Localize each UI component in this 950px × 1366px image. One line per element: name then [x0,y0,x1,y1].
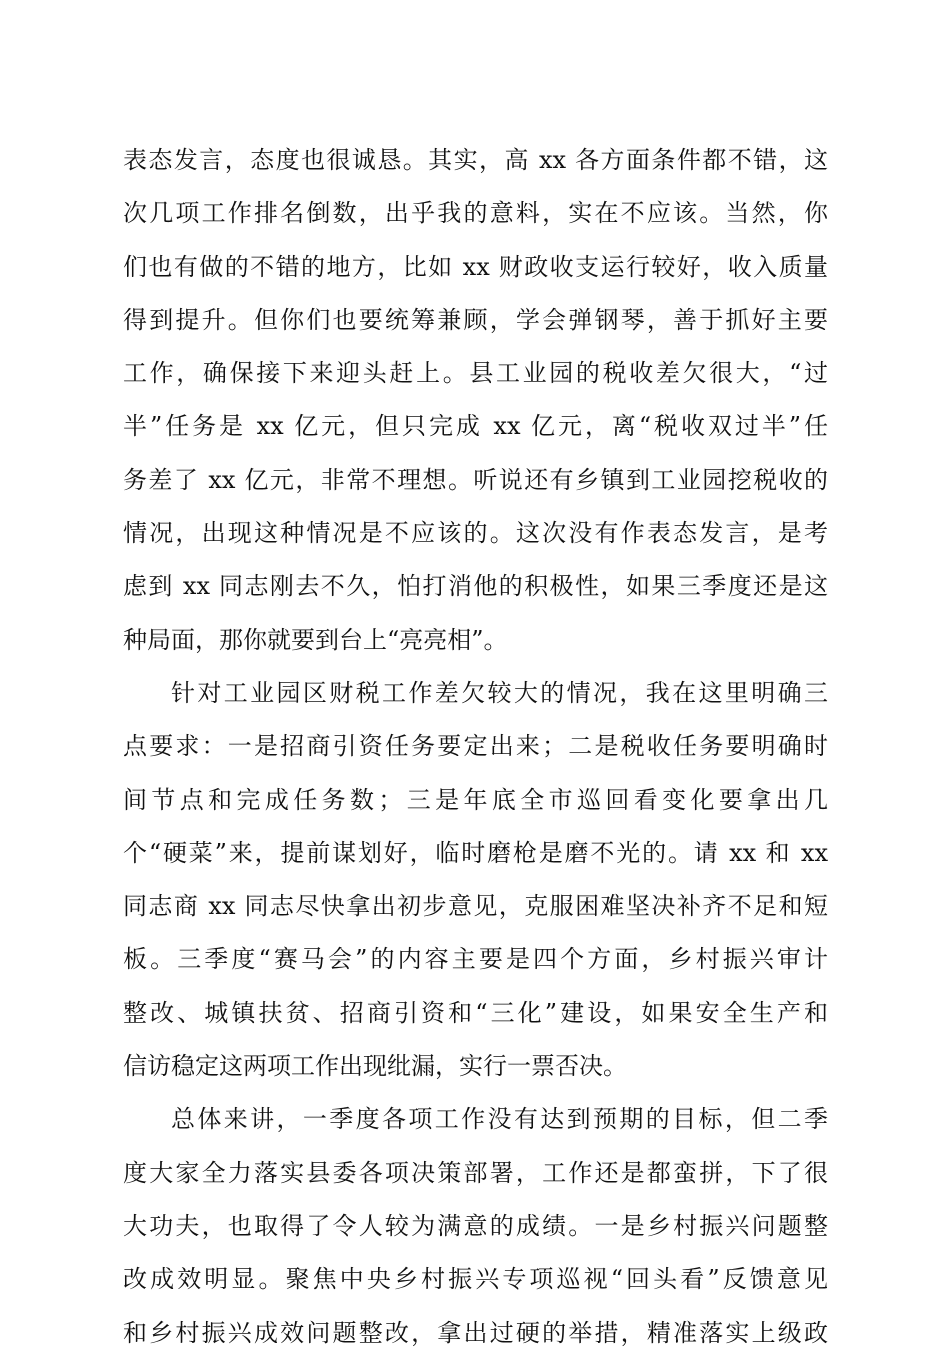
paragraph-1-line-1: 表态发言，态度也很诚恳。其实，高 xx 各方面条件都不错，这 [123,146,828,174]
paragraph-1-line-2: 次几项工作排名倒数，出乎我的意料，实在不应该。当然，你 [123,199,828,228]
paragraph-2-line-5: 同志商 xx 同志尽快拿出初步意见，克服困难坚决补齐不足和短 [123,892,828,921]
paragraph-1-line-5: 工作，确保接下来迎头赶上。县工业园的税收差欠很大，“过 [123,359,828,388]
paragraph-1-line-6: 半”任务是 xx 亿元，但只完成 xx 亿元，离“税收双过半”任 [123,412,828,441]
paragraph-3-line-4: 改成效明显。聚焦中央乡村振兴专项巡视“回头看”反馈意见 [123,1265,828,1294]
paragraph-1-line-3: 们也有做的不错的地方，比如 xx 财政收支运行较好，收入质量 [123,252,828,281]
paragraph-3-line-2: 度大家全力落实县委各项决策部署，工作还是都蛮拼，下了很 [123,1158,828,1187]
paragraph-2-line-6: 板。三季度“赛马会”的内容主要是四个方面，乡村振兴审计 [123,945,828,974]
paragraph-1-line-9: 虑到 xx 同志刚去不久，怕打消他的积极性，如果三季度还是这 [123,572,828,601]
paragraph-2-line-7: 整改、城镇扶贫、招商引资和“三化”建设，如果安全生产和 [123,998,828,1027]
paragraph-2-line-2: 点要求：一是招商引资任务要定出来；二是税收任务要明确时 [123,732,828,761]
paragraph-2-line-8: 信访稳定这两项工作出现纰漏，实行一票否决。 [123,1052,627,1081]
paragraph-1-line-4: 得到提升。但你们也要统筹兼顾，学会弹钢琴，善于抓好主要 [123,305,828,334]
paragraph-3-line-1: 总体来讲，一季度各项工作没有达到预期的目标，但二季 [171,1105,828,1134]
paragraph-2-line-3: 间节点和完成任务数；三是年底全市巡回看变化要拿出几 [123,785,828,814]
paragraph-2-line-4: 个“硬菜”来，提前谋划好，临时磨枪是磨不光的。请 xx 和 xx [123,838,828,867]
paragraph-1-line-8: 情况，出现这种情况是不应该的。这次没有作表态发言，是考 [123,519,828,548]
document-body [123,140,828,1366]
paragraph-3-line-5: 和乡村振兴成效问题整改，拿出过硬的举措，精准落实上级政 [123,1318,828,1347]
paragraph-1-line-10: 种局面，那你就要到台上“亮亮相”。 [123,625,508,654]
paragraph-3-line-3: 大功夫，也取得了令人较为满意的成绩。一是乡村振兴问题整 [123,1211,828,1240]
paragraph-2-line-1: 针对工业园区财税工作差欠较大的情况，我在这里明确三 [171,678,828,707]
paragraph-1-line-7: 务差了 xx 亿元，非常不理想。听说还有乡镇到工业园挖税收的 [123,465,828,494]
